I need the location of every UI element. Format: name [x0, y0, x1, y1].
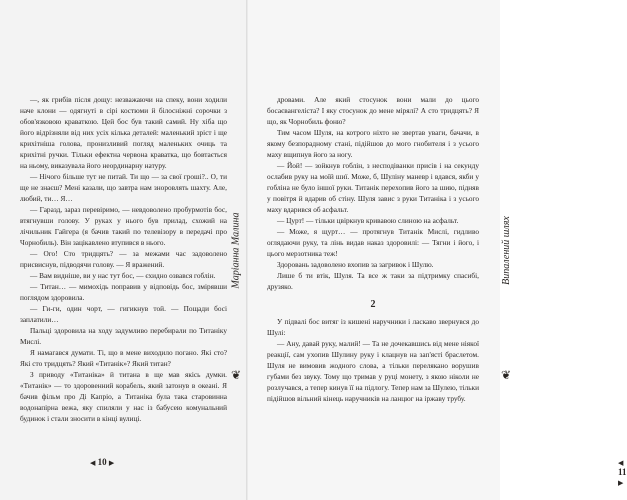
running-head-author: Маріанна Малина: [230, 212, 242, 288]
paragraph: Здоровань задоволено вхопив за загривок і Шулю.: [277, 260, 434, 269]
paragraph: —, як грибів після дощу: незважаючи на спеку, вони ходили наче клони — одягнуті в сірі костюми й білосніжні сорочки з обов'язковою краваткою. Цей бос був такий самий. Ну хіба що його відрізняли від них усіх кілька деталей: маленький зріст і ще крихітніша голова, пронизливий погляд маленьких очиць та крихітні ручки. Тільки ефектна червона краватка, що бовтається на ньому, виказувала його неординарну натуру.: [20, 95, 227, 170]
paragraph: — Гаразд, зараз перевіримо, — невдоволено пробурмотів бос, втягнувши голову. У руках у нього був прилад, схожий на лічильник Гайгера (я бачив такий по телевізору в передачі про Чорнобиль). Він зацікавлено втупився в нього.: [20, 205, 227, 247]
paragraph: З приводу «Титаніка» й титана в ще мав якісь думки. «Титанік» — то здоровенний корабель, який затонув в океані. Я бачив фільм про Ді Капріо, а Титаніка була така старовинна водонапірна вежа, яку спиляли у нас із бабусею комунальний будинок і стали зносити в кінці вулиці.: [20, 370, 227, 423]
paragraph: — Може, я щурт… — протягнув Титанік Мислі, гидливо оглядаючи руку, та лінь видав наказ здоровилі: — Тягни і його, і цього мерзотника теж!: [267, 227, 479, 258]
paragraph: Лише б ти втік, Шуля. Та все ж таки за підтримку спасибі, друзяко.: [267, 271, 479, 291]
chapter-number: 2: [370, 299, 376, 310]
left-page-text: [20, 94, 227, 424]
running-head-title: Випалений шлях: [500, 215, 512, 285]
paragraph: — Ги-ги, один чорт, — гигикнув той. — Пощади босі заплатили…: [20, 304, 227, 324]
paragraph: У підвалі бос витяг із кишені наручники і ласкаво звернувся до Шулі:: [267, 317, 479, 337]
arrow-right-icon: ▶: [618, 479, 624, 487]
page-number-right: ◀ 11 ▶: [618, 459, 627, 487]
paragraph: Пальці здоровила на ходу задумливо перебирали по Титаніку Мислі.: [20, 326, 227, 346]
paragraph: Я намагався думати. Ті, що в мене виходило погано. Які сто? Які сто тридцять? Який «Титанік»? Який титан?: [20, 348, 227, 368]
arrow-right-icon: ▶: [108, 459, 115, 467]
fleuron-icon: ❦: [500, 368, 512, 382]
paragraph: Тим часом Шуля, на котрого ніхто не звертав уваги, бачачи, в якому безпорадному стані, підійшов до мого гнобителя і з усього маху вщипнув його за ногу.: [267, 128, 479, 159]
paragraph: — Нічого більше тут не питай. Ти що — за свої гроші?.. О, ти ще не знаєш? Мені казали, що завтра нам зноровлять шахту. Але, любий, ти… Я…: [20, 172, 227, 203]
arrow-left-icon: ◀: [90, 459, 96, 467]
arrow-left-icon: ◀: [618, 459, 624, 467]
paragraph: — Вам видніше, ви у нас тут бос, — єхидно озвався гоблін.: [30, 271, 216, 280]
page-number-left: ◀ 10 ▶: [90, 457, 115, 467]
paragraph: — Ану, давай руку, малий! — Та не дочекавшись від мене ніякої реакції, сам ухопив Шулину руку і клацнув на зап'ясті браслетом. Шуля не вимовив жодного слова, а тільки перелякано ворушив губами без звуку. Тому що тримав у руці монету, з якою ніколи не розлучався, а тепер кинув її на підлогу. Тепер нам за Шулею, тільки підійшов вільний кінець наручників на ланцюг на іржаву трубу.: [267, 339, 479, 403]
paragraph: — Йой! — зойкнув гоблін, з несподіванки присів і на секунду ослабив руку на моїй шиї. Може, б, Шуліну маневр і вдався, якби у гобліна не було іншої руки. Титанік перехопив його за шию, підняв у повітря й вдарив об стіну. Шуля завис з руки Титаніка і з усього маху вдарився об асфальт.: [267, 161, 479, 214]
paragraph: — Ого! Сто тридцять? — за межами час задоволено присвиснув, підводячи голову. — Я вражений.: [20, 249, 227, 269]
paragraph: дровами. Але який стосунок вони мали до цього босаєвангеліста? І яку стосунок до мене мірялі? А сто тридцять? Я що, як Чорнобиль фоню?: [267, 95, 479, 126]
paragraph: — Титан… — мимохідь поправив у відповідь бос, змірявши поглядом здоровила.: [20, 282, 227, 302]
fleuron-icon: ❦: [230, 368, 242, 382]
paragraph: — Цурт! — тільки цвіркнув кривавою слиною на асфальт.: [277, 216, 459, 225]
right-page-text: [267, 94, 479, 404]
left-page: [0, 0, 248, 500]
